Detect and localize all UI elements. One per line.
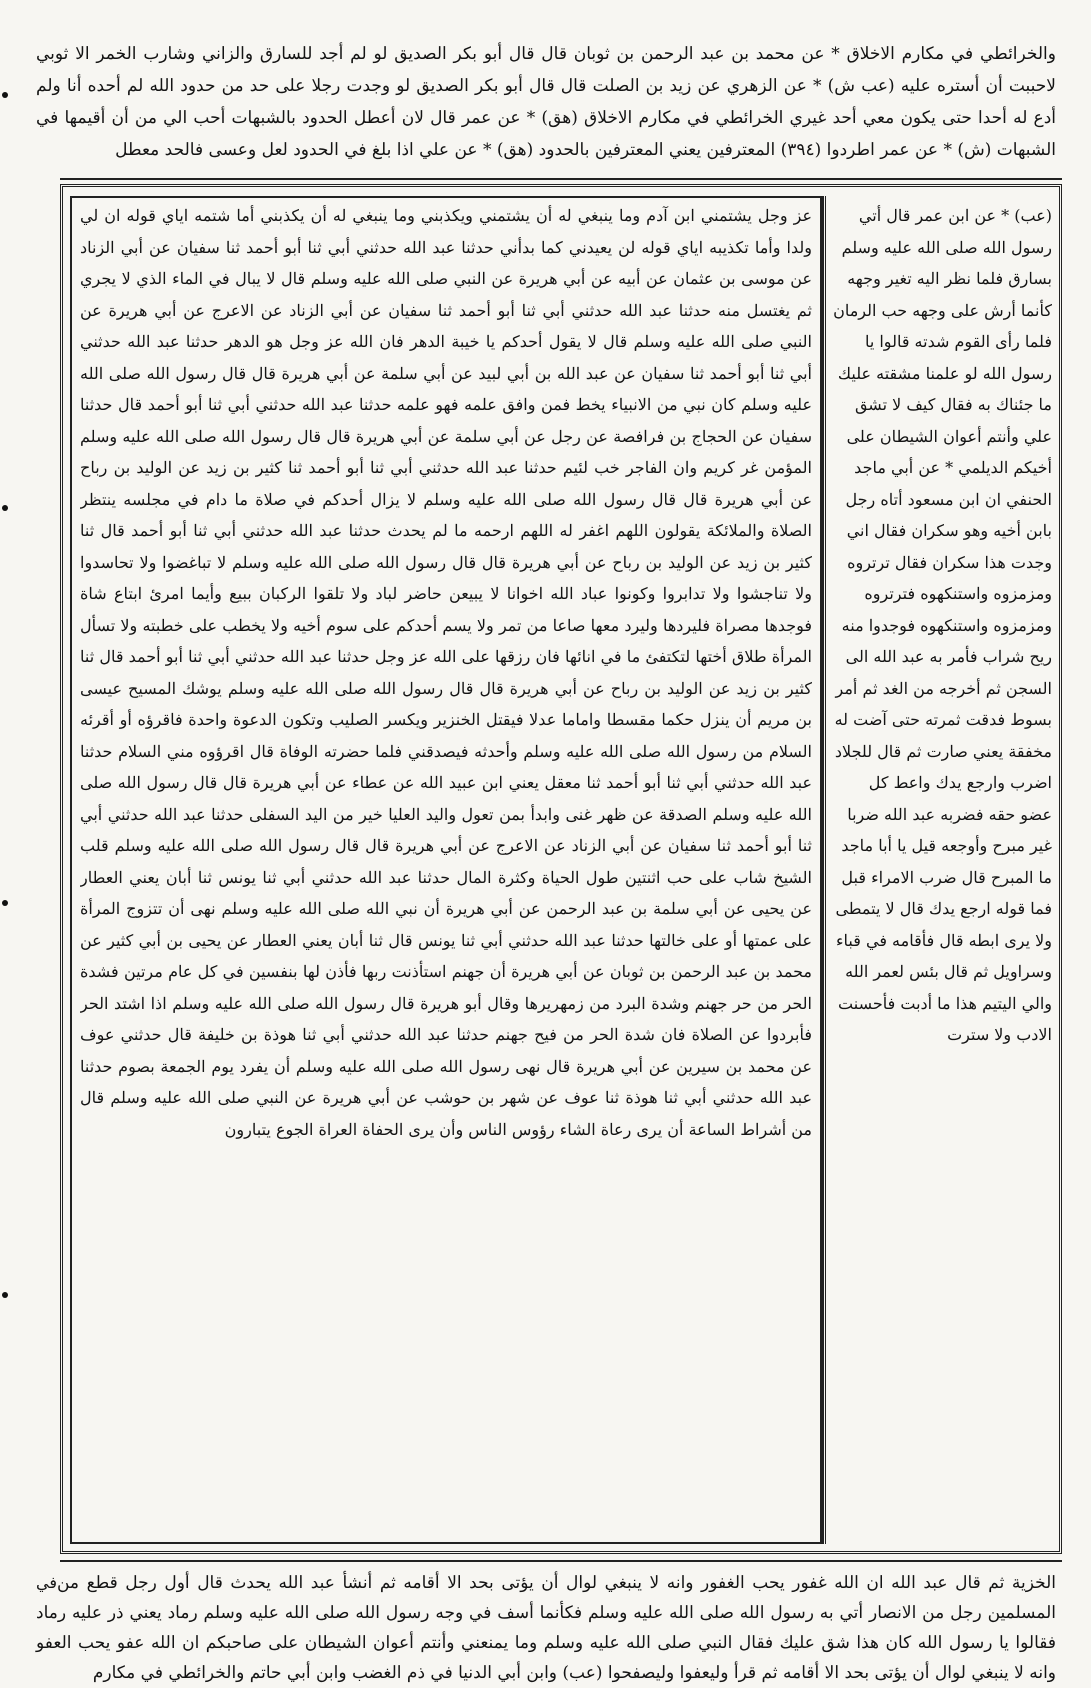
footer-text	[36, 1568, 1056, 1688]
margin-mark	[2, 505, 8, 511]
frame-bottom-rule	[60, 1560, 1062, 1562]
margin-mark	[2, 1292, 8, 1298]
margin-mark	[2, 900, 8, 906]
main-column-text: عز وجل يشتمني ابن آدم وما ينبغي له أن يشتمني ويكذبني وما ينبغي له أن يكذبني أما شتمه اياي قوله ان لي ولدا وأما تكذيبه اياي قوله لن يعيدني كما بدأني حدثنا عبد الله حدثني أبي ثنا أبو أحمد ثنا سفيان عن أبي الزناد عن موسى بن عثمان عن أبيه عن أبي هريرة عن النبي صلى الله عليه وسلم قال لا يبال في الماء الذي لا يجري ثم يغتسل منه حدثنا عبد الله حدثني أبي ثنا أبو أحمد ثنا سفيان عن أبي الزناد عن الاعرج عن أبي هريرة عن النبي صلى الله عليه وسلم قال لا يقول أحدكم يا خيبة الدهر فان الله عز وجل هو الدهر حدثنا عبد الله حدثني أبي ثنا أبو أحمد ثنا سفيان عن عبد الله بن أبي لبيد عن أبي سلمة عن أبي هريرة قال قال رسول الله صلى الله عليه وسلم كان نبي من الانبياء يخط فمن وافق علمه فهو علمه حدثنا عبد الله حدثني أبي ثنا أبو أحمد قال حدثنا سفيان عن الحجاج بن فرافصة عن رجل عن أبي سلمة عن أبي هريرة قال قال رسول الله صلى الله عليه وسلم المؤمن غر كريم وان الفاجر خب لئيم حدثنا عبد الله حدثني أبي ثنا أبو أحمد ثنا كثير بن زيد عن الوليد بن رباح عن أبي هريرة قال قال رسول الله صلى الله عليه وسلم لا يزال أحدكم في صلاة ما دام في مجلسه ينتظر الصلاة والملائكة يقولون اللهم اغفر له اللهم ارحمه ما لم يحدث حدثنا عبد الله حدثني أبي ثنا أبو أحمد قال ثنا كثير بن زيد عن الوليد بن رباح عن أبي هريرة قال قال رسول الله صلى الله عليه وسلم لا تباغضوا ولا تحاسدوا ولا تناجشوا ولا تدابروا وكونوا عباد الله اخوانا لا يبيعن حاضر لباد ولا تلقوا الركبان ببيع وأيما امرئ ابتاع شاة فوجدها مصراة فليردها وليرد معها صاعا من تمر ولا يسم أحدكم على سوم أخيه ولا يخطب على خطبته ولا تسأل المرأة طلاق أختها لتكتفئ ما في انائها فان رزقها على الله عز وجل حدثنا عبد الله حدثني أبي ثنا أبو أحمد قال ثنا كثير بن زيد عن الوليد بن رباح عن أبي هريرة قال قال رسول الله صلى الله عليه وسلم يوشك المسيح عيسى بن مريم أن ينزل حكما مقسطا واماما عدلا فيقتل الخنزير ويكسر الصليب وتكون الدعوة واحدة فاقرؤه أو أقرئه السلام من رسول الله صلى الله عليه وسلم وأحدثه فيصدقني فلما حضرته الوفاة قال اقرؤوه مني السلام حدثنا عبد الله حدثني أبي ثنا أبو أحمد ثنا معقل يعني ابن عبيد الله عن عطاء عن أبي هريرة قال قال رسول الله صلى الله عليه وسلم الصدقة عن ظهر غنى وابدأ بمن تعول واليد العليا خير من اليد السفلى حدثنا عبد الله حدثني أبي ثنا أبو أحمد ثنا سفيان عن أبي الزناد عن الاعرج عن أبي هريرة قال قال رسول الله صلى الله عليه وسلم قلب الشيخ شاب على حب اثنتين طول الحياة وكثرة المال حدثنا عبد الله حدثني أبي ثنا يونس ثنا أبان يعني العطار عن يحيى عن أبي سلمة بن عبد الرحمن عن أبي هريرة أن نبي الله صلى الله عليه وسلم نهى أن تتزوج المرأة على عمتها أو على خالتها حدثنا عبد الله حدثني أبي ثنا يونس قال ثنا أبان يعني العطار عن يحيى بن أبي كثير عن محمد بن عبد الرحمن بن ثوبان عن أبي هريرة أن جهنم استأذنت ربها فأذن لها بنفسين في كل عام مرتين فشدة الحر من حر جهنم وشدة البرد من زمهريرها وقال أبو هريرة قال رسول الله صلى الله عليه وسلم اذا اشتد الحر فأبردوا عن الصلاة فان شدة الحر من فيح جهنم حدثنا عبد الله حدثني أبي ثنا هوذة بن خليفة قال حدثني عوف عن محمد بن سيرين عن أبي هريرة قال نهى رسول الله صلى الله عليه وسلم أن يفرد يوم الجمعة بصوم حدثنا عبد الله حدثني أبي ثنا هوذة ثنا عوف عن شهر بن حوشب عن أبي هريرة عن النبي صلى الله عليه وسلم قال من أشراط الساعة أن يرى رعاة الشاء رؤوس الناس وأن يرى الحفاة العراة الجوع يتبارون	[80, 206, 812, 1139]
side-column-text: (عب) * عن ابن عمر قال أتي رسول الله صلى الله عليه وسلم بسارق فلما نظر اليه تغير وجهه كأنما أرش على وجهه حب الرمان فلما رأى القوم شدته قالوا يا رسول الله لو علمنا مشقته عليك ما جئناك به فقال كيف لا تشق علي وأنتم أعوان الشيطان على أخيكم الديلمي * عن أبي ماجد الحنفي ان ابن مسعود أتاه رجل بابن أخيه وهو سكران فقال اني وجدت هذا سكران فقال ترتروه ومزمزوه واستنكهوه فترتروه ومزمزوه واستنكهوه فوجدوا منه ريح شراب فأمر به عبد الله الى السجن ثم أخرجه من الغد ثم أمر بسوط فدقت ثمرته حتى آضت له مخفقة يعني صارت ثم قال للجلاد اضرب وارجع يدك واعط كل عضو حقه فضربه عبد الله ضربا غير مبرح وأوجعه قيل يا أبا ماجد ما المبرح قال ضرب الامراء قبل فما قوله ارجع يدك قال لا يتمطى ولا يرى ابطه قال فأقامه في قباء وسراويل ثم قال بئس لعمر الله والي اليتيم هذا ما أدبت فأحسنت الادب ولا سترت	[833, 206, 1052, 1044]
frame-top-rule	[60, 178, 1062, 180]
footer-body: الخزية ثم قال عبد الله ان الله غفور يحب الغفور وانه لا ينبغي لوال أن يؤتى بحد الا أقامه ثم أنشأ عبد الله يحدث قال أول رجل قطع من المسلمين رجل من الانصار أتي به رسول الله صلى الله عليه وسلم فكأنما أسف في وجه رسول الله صلى الله عليه وسلم رماد يعني ذر عليه رماد فقالوا يا رسول الله كان هذا شق عليك فقال النبي صلى الله عليه وسلم وما يمنعني وأنتم أعوان الشيطان على صاحبكم ان الله عفو يحب العفو وانه لا ينبغي لوال أن يؤتى بحد الا أقامه ثم قرأ وليعفوا وليصفحوا (عب) وابن أبي الدنيا في ذم الغضب وابن أبي حاتم والخرائطي في مكارم	[36, 1573, 1056, 1683]
header-text: والخرائطي في مكارم الاخلاق * عن محمد بن عبد الرحمن بن ثوبان قال قال أبو بكر الصديق لو لم أجد للسارق والزاني وشارب الخمر الا ثوبي لاحببت أن أستره عليه (عب ش) * عن الزهري عن زيد بن الصلت قال قال أبو بكر الصديق لو وجدت رجلا على حد من حدود الله لم أحده أنا ولم أدع له أحدا حتى يكون معي أحد غيري الخرائطي في مكارم الاخلاق (هق) * عن عمر قال لان أعطل الحدود بالشبهات أحب الي من أن أقيمها في الشبهات (ش) * عن عمر اطردوا (٣٩٤) المعترفين يعني المعترفين بالحدود (هق) * عن علي اذا بلغ في الحدود لعل وعسى فالحد معطل	[36, 44, 1056, 160]
catchword: في	[36, 1573, 57, 1592]
column-divider	[822, 196, 826, 1544]
margin-mark	[2, 92, 8, 98]
